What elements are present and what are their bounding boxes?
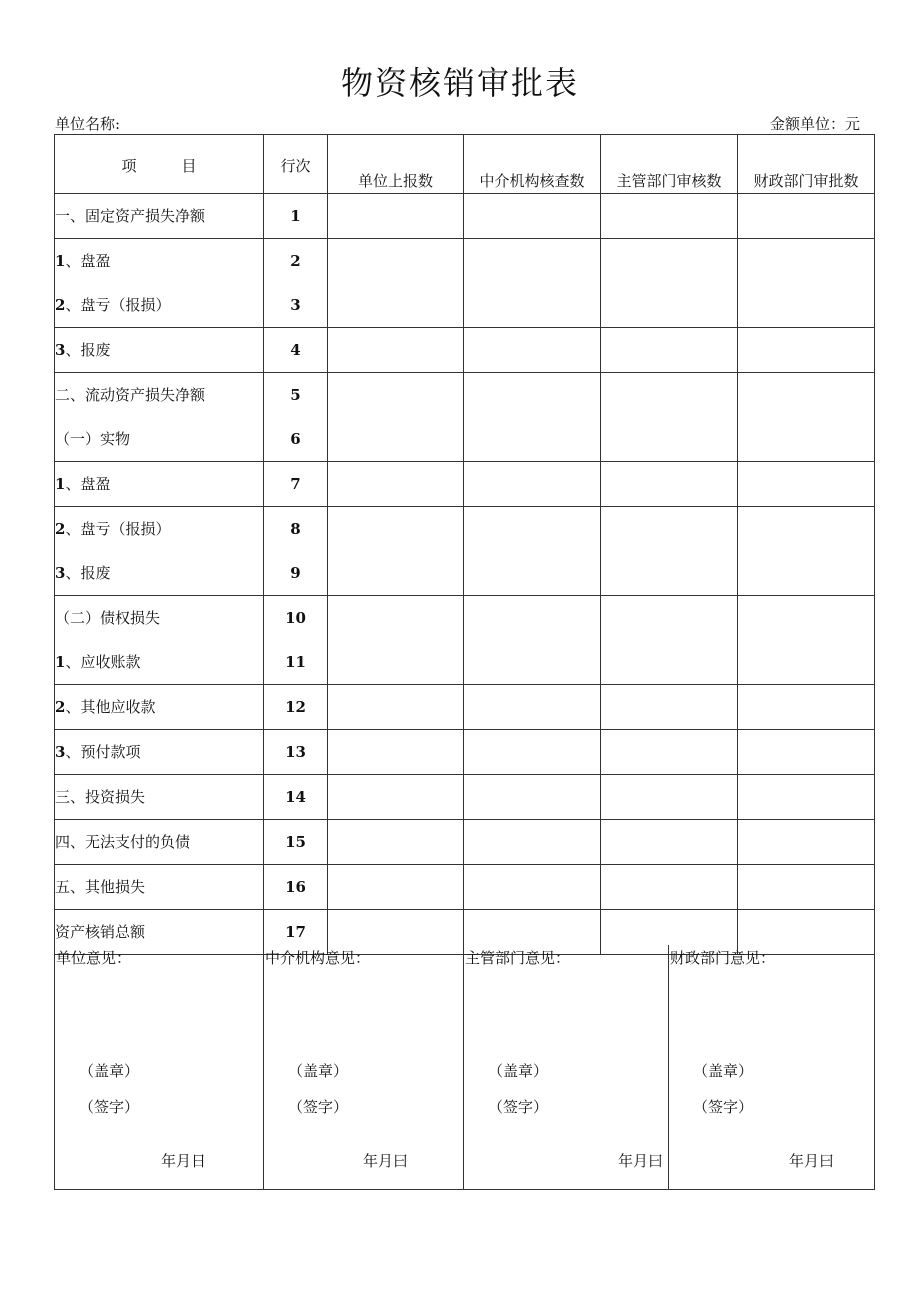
finance-opinion-cell[interactable] bbox=[669, 945, 875, 1189]
finance-opinion-label: 财政部门意见： bbox=[670, 949, 776, 967]
finance-approved-cell[interactable] bbox=[738, 730, 875, 775]
sign-label: （签字） bbox=[288, 1098, 349, 1116]
agency-checked-cell[interactable] bbox=[464, 596, 601, 685]
dept-reviewed-cell[interactable] bbox=[601, 239, 738, 328]
unit-reported-cell[interactable] bbox=[328, 328, 464, 373]
dept-reviewed-cell[interactable] bbox=[601, 730, 738, 775]
dept-reviewed-cell[interactable] bbox=[601, 596, 738, 685]
agency-checked-cell[interactable] bbox=[464, 328, 601, 373]
date-label: 年月曰 bbox=[618, 1152, 664, 1170]
row-no-cell bbox=[264, 865, 328, 910]
finance-approved-cell[interactable] bbox=[738, 820, 875, 865]
item-label: （一）实物 bbox=[55, 430, 131, 448]
table-row bbox=[55, 239, 875, 328]
amount-unit-label: 金额单位：元 bbox=[769, 115, 860, 133]
item-cell bbox=[55, 328, 264, 373]
row-no: 9 bbox=[290, 564, 301, 582]
row-no: 4 bbox=[290, 341, 301, 359]
table-row bbox=[55, 596, 875, 685]
item-label: 1、盘盈 bbox=[55, 475, 111, 493]
row-no: 10 bbox=[285, 609, 306, 627]
unit-reported-cell[interactable] bbox=[328, 373, 464, 462]
dept-reviewed-cell[interactable] bbox=[601, 775, 738, 820]
finance-approved-cell[interactable] bbox=[738, 865, 875, 910]
dept-opinion-label: 主管部门意见： bbox=[465, 949, 571, 967]
header-row bbox=[55, 135, 875, 194]
row-no-cell bbox=[264, 775, 328, 820]
row-no: 3 bbox=[290, 296, 301, 314]
item-cell bbox=[55, 685, 264, 730]
item-cell bbox=[55, 373, 264, 462]
unit-reported-cell[interactable] bbox=[328, 865, 464, 910]
table-row bbox=[55, 507, 875, 596]
item-cell bbox=[55, 194, 264, 239]
finance-approved-cell[interactable] bbox=[738, 462, 875, 507]
unit-reported-cell[interactable] bbox=[328, 685, 464, 730]
finance-approved-cell[interactable] bbox=[738, 775, 875, 820]
agency-opinion-cell[interactable] bbox=[264, 945, 464, 1189]
item-label: 二、流动资产损失净额 bbox=[55, 386, 206, 404]
table-row bbox=[55, 865, 875, 910]
unit-opinion-label: 单位意见： bbox=[56, 949, 132, 967]
row-no: 12 bbox=[285, 698, 306, 716]
dept-reviewed-cell[interactable] bbox=[601, 507, 738, 596]
dept-reviewed-cell[interactable] bbox=[601, 820, 738, 865]
item-cell bbox=[55, 775, 264, 820]
item-cell bbox=[55, 507, 264, 596]
dept-reviewed-cell[interactable] bbox=[601, 462, 738, 507]
dept-reviewed-cell[interactable] bbox=[601, 373, 738, 462]
table-row bbox=[55, 775, 875, 820]
row-no-cell bbox=[264, 194, 328, 239]
date-label: 年月日 bbox=[161, 1152, 207, 1170]
item-label: 3、报废 bbox=[55, 341, 111, 359]
item-label: 三、投资损失 bbox=[55, 788, 146, 806]
header-unit-reported: 单位上报数 bbox=[328, 135, 464, 194]
unit-reported-cell[interactable] bbox=[328, 194, 464, 239]
item-label: 3、预付款项 bbox=[55, 743, 141, 761]
row-no-cell bbox=[264, 730, 328, 775]
item-label: 3、报废 bbox=[55, 564, 111, 582]
finance-approved-cell[interactable] bbox=[738, 239, 875, 328]
finance-approved-cell[interactable] bbox=[738, 596, 875, 685]
item-label: 一、固定资产损失净额 bbox=[55, 207, 206, 225]
row-no: 17 bbox=[285, 923, 306, 941]
header-dept-reviewed: 主管部门审核数 bbox=[601, 135, 738, 194]
seal-label: （盖章） bbox=[79, 1062, 140, 1080]
header-row-no: 行次 bbox=[264, 135, 328, 194]
table-row bbox=[55, 373, 875, 462]
row-no-cell bbox=[264, 507, 328, 596]
row-no-cell bbox=[264, 373, 328, 462]
row-no-cell bbox=[264, 462, 328, 507]
row-no-cell bbox=[264, 820, 328, 865]
item-cell bbox=[55, 462, 264, 507]
dept-reviewed-cell[interactable] bbox=[601, 328, 738, 373]
unit-reported-cell[interactable] bbox=[328, 239, 464, 328]
finance-approved-cell[interactable] bbox=[738, 685, 875, 730]
opinion-table bbox=[54, 945, 875, 1190]
unit-reported-cell[interactable] bbox=[328, 596, 464, 685]
agency-checked-cell[interactable] bbox=[464, 685, 601, 730]
row-no: 7 bbox=[290, 475, 301, 493]
row-no: 15 bbox=[285, 833, 306, 851]
table-row bbox=[55, 462, 875, 507]
agency-checked-cell[interactable] bbox=[464, 865, 601, 910]
unit-reported-cell[interactable] bbox=[328, 820, 464, 865]
item-label: 资产核销总额 bbox=[55, 923, 146, 941]
finance-approved-cell[interactable] bbox=[738, 328, 875, 373]
date-label: 年月曰 bbox=[789, 1152, 835, 1170]
item-cell bbox=[55, 865, 264, 910]
agency-checked-cell[interactable] bbox=[464, 507, 601, 596]
header-item: 项 目 bbox=[55, 135, 264, 194]
dept-reviewed-cell[interactable] bbox=[601, 194, 738, 239]
agency-checked-cell[interactable] bbox=[464, 775, 601, 820]
seal-label: （盖章） bbox=[288, 1062, 349, 1080]
unit-name-label: 单位名称: bbox=[55, 115, 121, 133]
seal-label: （盖章） bbox=[693, 1062, 754, 1080]
dept-reviewed-cell[interactable] bbox=[601, 865, 738, 910]
table-row bbox=[55, 194, 875, 239]
sign-label: （签字） bbox=[693, 1098, 754, 1116]
agency-checked-cell[interactable] bbox=[464, 820, 601, 865]
agency-checked-cell[interactable] bbox=[464, 462, 601, 507]
page-title: 物资核销审批表 bbox=[340, 64, 579, 102]
table-row bbox=[55, 328, 875, 373]
finance-approved-cell[interactable] bbox=[738, 194, 875, 239]
header-finance-approved: 财政部门审批数 bbox=[738, 135, 875, 194]
item-label: 1、应收账款 bbox=[55, 653, 141, 671]
sign-label: （签字） bbox=[488, 1098, 549, 1116]
header-agency-checked: 中介机构核查数 bbox=[464, 135, 601, 194]
item-label: 2、盘亏（报损） bbox=[55, 520, 171, 538]
table-row bbox=[55, 730, 875, 775]
dept-opinion-cell[interactable] bbox=[464, 945, 669, 1189]
item-label: （二）债权损失 bbox=[55, 609, 161, 627]
row-no: 13 bbox=[285, 743, 306, 761]
seal-label: （盖章） bbox=[488, 1062, 549, 1080]
row-no: 16 bbox=[285, 878, 306, 896]
item-cell bbox=[55, 596, 264, 685]
row-no: 8 bbox=[290, 520, 301, 538]
row-no: 1 bbox=[290, 207, 301, 225]
table-row bbox=[55, 685, 875, 730]
row-no-cell bbox=[264, 239, 328, 328]
item-cell bbox=[55, 239, 264, 328]
row-no: 14 bbox=[285, 788, 306, 806]
agency-checked-cell[interactable] bbox=[464, 194, 601, 239]
item-label: 五、其他损失 bbox=[55, 878, 146, 896]
agency-checked-cell[interactable] bbox=[464, 730, 601, 775]
agency-checked-cell[interactable] bbox=[464, 373, 601, 462]
row-no-cell bbox=[264, 685, 328, 730]
row-no: 6 bbox=[290, 430, 301, 448]
item-label: 2、盘亏（报损） bbox=[55, 296, 171, 314]
item-cell bbox=[55, 820, 264, 865]
item-label: 2、其他应收款 bbox=[55, 698, 156, 716]
row-no: 2 bbox=[290, 252, 301, 270]
unit-opinion-cell[interactable] bbox=[55, 945, 264, 1189]
sign-label: （签字） bbox=[79, 1098, 140, 1116]
dept-reviewed-cell[interactable] bbox=[601, 685, 738, 730]
row-no: 5 bbox=[290, 386, 301, 404]
unit-reported-cell[interactable] bbox=[328, 462, 464, 507]
item-label: 四、无法支付的负债 bbox=[55, 833, 191, 851]
item-cell bbox=[55, 730, 264, 775]
finance-approved-cell[interactable] bbox=[738, 507, 875, 596]
unit-reported-cell[interactable] bbox=[328, 730, 464, 775]
table-row bbox=[55, 820, 875, 865]
row-no-cell bbox=[264, 596, 328, 685]
unit-reported-cell[interactable] bbox=[328, 507, 464, 596]
unit-reported-cell[interactable] bbox=[328, 775, 464, 820]
approval-table bbox=[54, 134, 875, 955]
agency-checked-cell[interactable] bbox=[464, 239, 601, 328]
finance-approved-cell[interactable] bbox=[738, 373, 875, 462]
agency-opinion-label: 中介机构意见： bbox=[265, 949, 371, 967]
row-no: 11 bbox=[285, 653, 306, 671]
item-label: 1、盘盈 bbox=[55, 252, 111, 270]
date-label: 年月曰 bbox=[363, 1152, 409, 1170]
row-no-cell bbox=[264, 328, 328, 373]
